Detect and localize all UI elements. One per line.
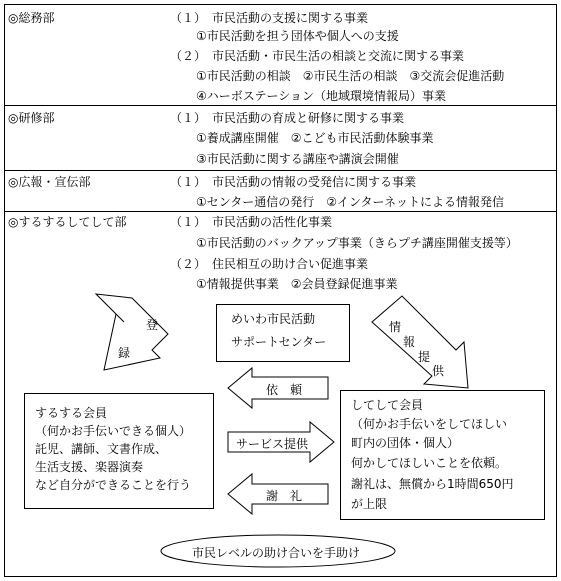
center-box-line: サポートセンター <box>231 335 327 349</box>
section-item: ①センター通信の発行 ②インターネットによる情報発信 <box>196 195 504 209</box>
suru-member-line: するする会員 <box>35 406 108 420</box>
section-heading: （１） 市民活動の支援に関する事業 <box>170 11 369 25</box>
register-label-2: 録 <box>118 346 131 360</box>
section-heading: （１） 市民活動の情報の受発信に関する事業 <box>170 175 417 189</box>
section-heading: （１） 市民活動の育成と研修に関する事業 <box>170 111 405 125</box>
thanks-label: 謝 礼 <box>266 489 303 503</box>
info-label-4: 供 <box>432 364 445 378</box>
shite-member-line: が上限 <box>351 497 388 511</box>
suru-member-line: 託児、講師、文書作成、 <box>35 442 168 456</box>
service-label: サービス提供 <box>236 437 309 451</box>
dept-training: ◎研修部 <box>8 111 55 125</box>
section-item: ①市民活動を担う団体や個人への支援 <box>196 29 399 43</box>
shite-member-line: 謝礼は、無償から1時間650円 <box>351 477 514 491</box>
shite-member-line: （何かお手伝いをしてほしい <box>351 417 508 431</box>
suru-member-line: 生活支援、楽器演奏 <box>35 460 144 474</box>
shite-member-line: 何かしてほしいことを依頼。 <box>351 456 508 470</box>
dept-public-relations: ◎広報・宣伝部 <box>8 175 91 189</box>
section-heading: （１） 市民活動の活性化事業 <box>170 215 333 229</box>
info-label-1: 情 <box>389 320 402 334</box>
shite-member-line: 町内の団体・個人） <box>351 436 460 450</box>
suru-member-line: （何かお手伝いできる個人） <box>35 424 192 438</box>
ellipse-label: 市民レベルの助け合いを手助け <box>192 546 361 560</box>
section-item: ③市民活動に関する講座や講演会開催 <box>196 152 399 166</box>
register-label-1: 登 <box>146 318 159 332</box>
dept-mutual-help: ◎するするしてして部 <box>8 215 127 229</box>
section-heading: （２） 市民活動・市民生活の相談と交流に関する事業 <box>170 49 465 63</box>
dept-general-affairs: ◎総務部 <box>8 11 55 25</box>
section-item: ①情報提供事業 ②会員登録促進事業 <box>196 277 398 291</box>
section-item: ①養成講座開催 ②こども市民活動体験事業 <box>196 131 434 145</box>
section-item: ①市民活動のバックアップ事業（きらプチ講座開催支援等） <box>196 236 518 250</box>
shite-member-line: してして会員 <box>351 398 424 412</box>
section-heading: （２） 住民相互の助け合い促進事業 <box>170 257 369 271</box>
info-label-2: 報 <box>403 335 416 349</box>
section-item: ①市民活動の相談 ②市民生活の相談 ③交流会促進活動 <box>196 69 505 83</box>
section-item: ④ハーボステーション（地域環境情報局）事業 <box>196 89 447 103</box>
request-label: 依 頼 <box>266 383 303 397</box>
info-label-3: 提 <box>418 350 431 364</box>
suru-member-line: など自分ができることを行う <box>35 478 192 492</box>
center-box-line: めいわ市民活動 <box>231 312 316 326</box>
